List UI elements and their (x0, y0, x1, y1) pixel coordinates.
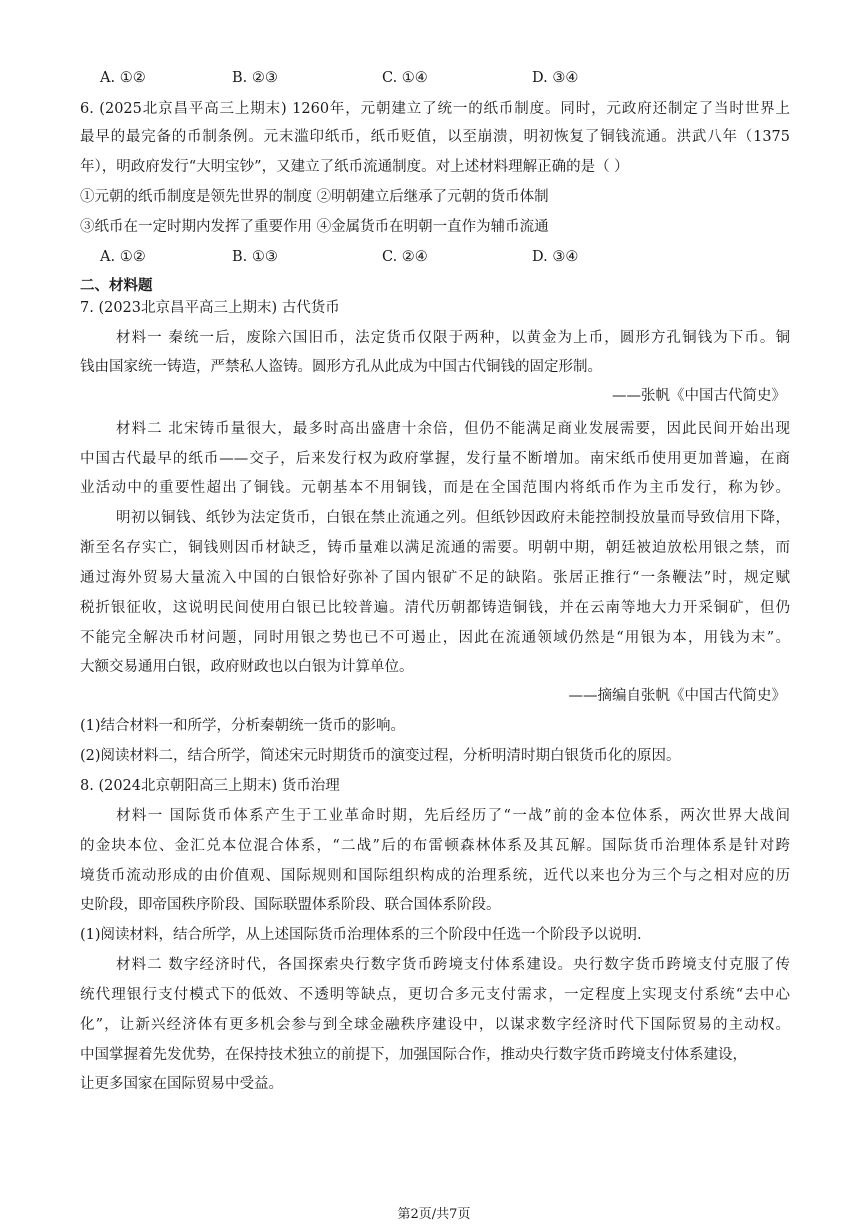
q6-line-5: ③纸币在一定时期内发挥了重要作用 ④金属货币在明朝一直作为辅币流通 (80, 219, 549, 235)
q8-material1-line-1: 材料一 国际货币体系产生于工业革命时期，先后经历了“一战”前的金本位体系，两次世界大战间 (116, 808, 790, 824)
q7-material1-source: ——张帆《中国古代简史》 (612, 388, 786, 404)
q8-material2-line-3: 化”，让新兴经济体有更多机会参与到全球金融秩序建设中，以谋求数字经济时代下国际贸易的主动权。 (80, 1017, 790, 1033)
q7-material2-source: ——摘编自张帆《中国古代简史》 (568, 688, 786, 704)
q5-option-d: D. ③④ (532, 70, 579, 86)
q6-option-a: A. ①② (100, 249, 146, 265)
q7-material1-line-1: 材料一 秦统一后，废除六国旧币，法定货币仅限于两种，以黄金为上币，圆形方孔铜钱为下币。铜 (116, 330, 790, 346)
q6-line-2: 最早的最完备的币制条例。元末滥印纸币，纸币贬值，以至崩溃，明初恢复了铜钱流通。洪武八年（1375 (80, 129, 790, 145)
q5-option-a: A. ①② (100, 70, 146, 86)
q8-question-1: (1)阅读材料，结合所学，从上述国际货币治理体系的三个阶段中任选一个阶段予以说明. (80, 927, 642, 943)
q7-material1-line-2: 钱由国家统一铸造，严禁私人盗铸。圆形方孔从此成为中国古代铜钱的固定形制。 (80, 359, 602, 375)
q7-material2-line-3: 业活动中的重要性超出了铜钱。元朝基本不用铜钱，而是在全国范围内将纸币作为主币发行，称为钞。 (80, 480, 790, 496)
q7-material2-line-6: 通过海外贸易大量流入中国的白银恰好弥补了国内银矿不足的缺陷。张居正推行“一条鞭法”时，规定赋 (80, 570, 790, 586)
q8-title: 8. (2024北京朝阳高三上期末) 货币治理 (80, 778, 340, 794)
q8-material2-line-4: 中国掌握着先发优势，在保持技术独立的前提下，加强国际合作，推动央行数字货币跨境支付体系建设， (80, 1047, 747, 1063)
q7-material2-line-5: 渐至名存实亡，铜钱则因币材缺乏，铸币量难以满足流通的需要。明朝中期，朝廷被迫放松用银之禁，而 (80, 540, 790, 556)
q6-line-1: 6. (2025北京昌平高三上期末) 1260年，元朝建立了统一的纸币制度。同时，元政府还制定了当时世界上 (80, 101, 790, 117)
q7-question-2: (2)阅读材料二，结合所学，简述宋元时期货币的演变过程，分析明清时期白银货币化的原因。 (80, 748, 681, 764)
q8-material2-line-5: 让更多国家在国际贸易中受益。 (80, 1076, 283, 1092)
page-number: 第2页/共7页 (397, 1207, 471, 1222)
q7-material2-line-2: 中国古代最早的纸币——交子，后来发行权为政府掌握，发行量不断增加。南宋纸币使用更加普遍，在商 (80, 451, 790, 467)
q5-option-c: C. ①④ (382, 70, 428, 86)
q7-material2-line-9: 大额交易通用白银，政府财政也以白银为计算单位。 (80, 659, 414, 675)
q6-line-4: ①元朝的纸币制度是领先世界的制度 ②明朝建立后继承了元朝的货币体制 (80, 189, 549, 205)
q7-title: 7. (2023北京昌平高三上期末) 古代货币 (80, 300, 340, 316)
q8-material1-line-2: 的金块本位、金汇兑本位混合体系，“二战”后的布雷顿森林体系及其瓦解。国际货币治理体系是针对跨 (80, 838, 790, 854)
q8-material1-line-4: 史阶段，即帝国秩序阶段、国际联盟体系阶段、联合国体系阶段。 (80, 897, 501, 913)
q5-option-b: B. ②③ (232, 70, 278, 86)
q7-material2-line-1: 材料二 北宋铸币量很大，最多时高出盛唐十余倍，但仍不能满足商业发展需要，因此民间开始出现 (116, 421, 790, 437)
section-title: 二、材料题 (80, 278, 153, 294)
q7-material2-line-7: 税折银征收，这说明民间使用白银已比较普遍。清代历朝都铸造铜钱，并在云南等地大力开采铜矿，但仍 (80, 600, 790, 616)
q7-material2-line-4: 明初以铜钱、纸钞为法定货币，白银在禁止流通之列。但纸钞因政府未能控制投放量而导致信用下降， (116, 510, 790, 526)
q6-option-d: D. ③④ (532, 249, 579, 265)
q8-material2-line-2: 统代理银行支付模式下的低效、不透明等缺点，更切合多元支付需求，一定程度上实现支付系统“去中心 (80, 987, 790, 1003)
q8-material1-line-3: 境货币流动形成的由价值观、国际规则和国际组织构成的治理系统，近代以来也分为三个与之相对应的历 (80, 868, 790, 884)
q8-material2-line-1: 材料二 数字经济时代，各国探索央行数字货币跨境支付体系建设。央行数字货币跨境支付克服了传 (116, 957, 790, 973)
q6-line-3: 年），明政府发行“大明宝钞”，又建立了纸币流通制度。对上述材料理解正确的是（ ） (80, 159, 629, 175)
q6-option-c: C. ②④ (382, 249, 428, 265)
q7-question-1: (1)结合材料一和所学，分析秦朝统一货币的影响。 (80, 718, 406, 734)
q7-material2-line-8: 不能完全解决币材问题，同时用银之势也已不可遏止，因此在流通领域仍然是“用银为本，用钱为末”。 (80, 630, 790, 646)
q6-option-b: B. ①③ (232, 249, 278, 265)
